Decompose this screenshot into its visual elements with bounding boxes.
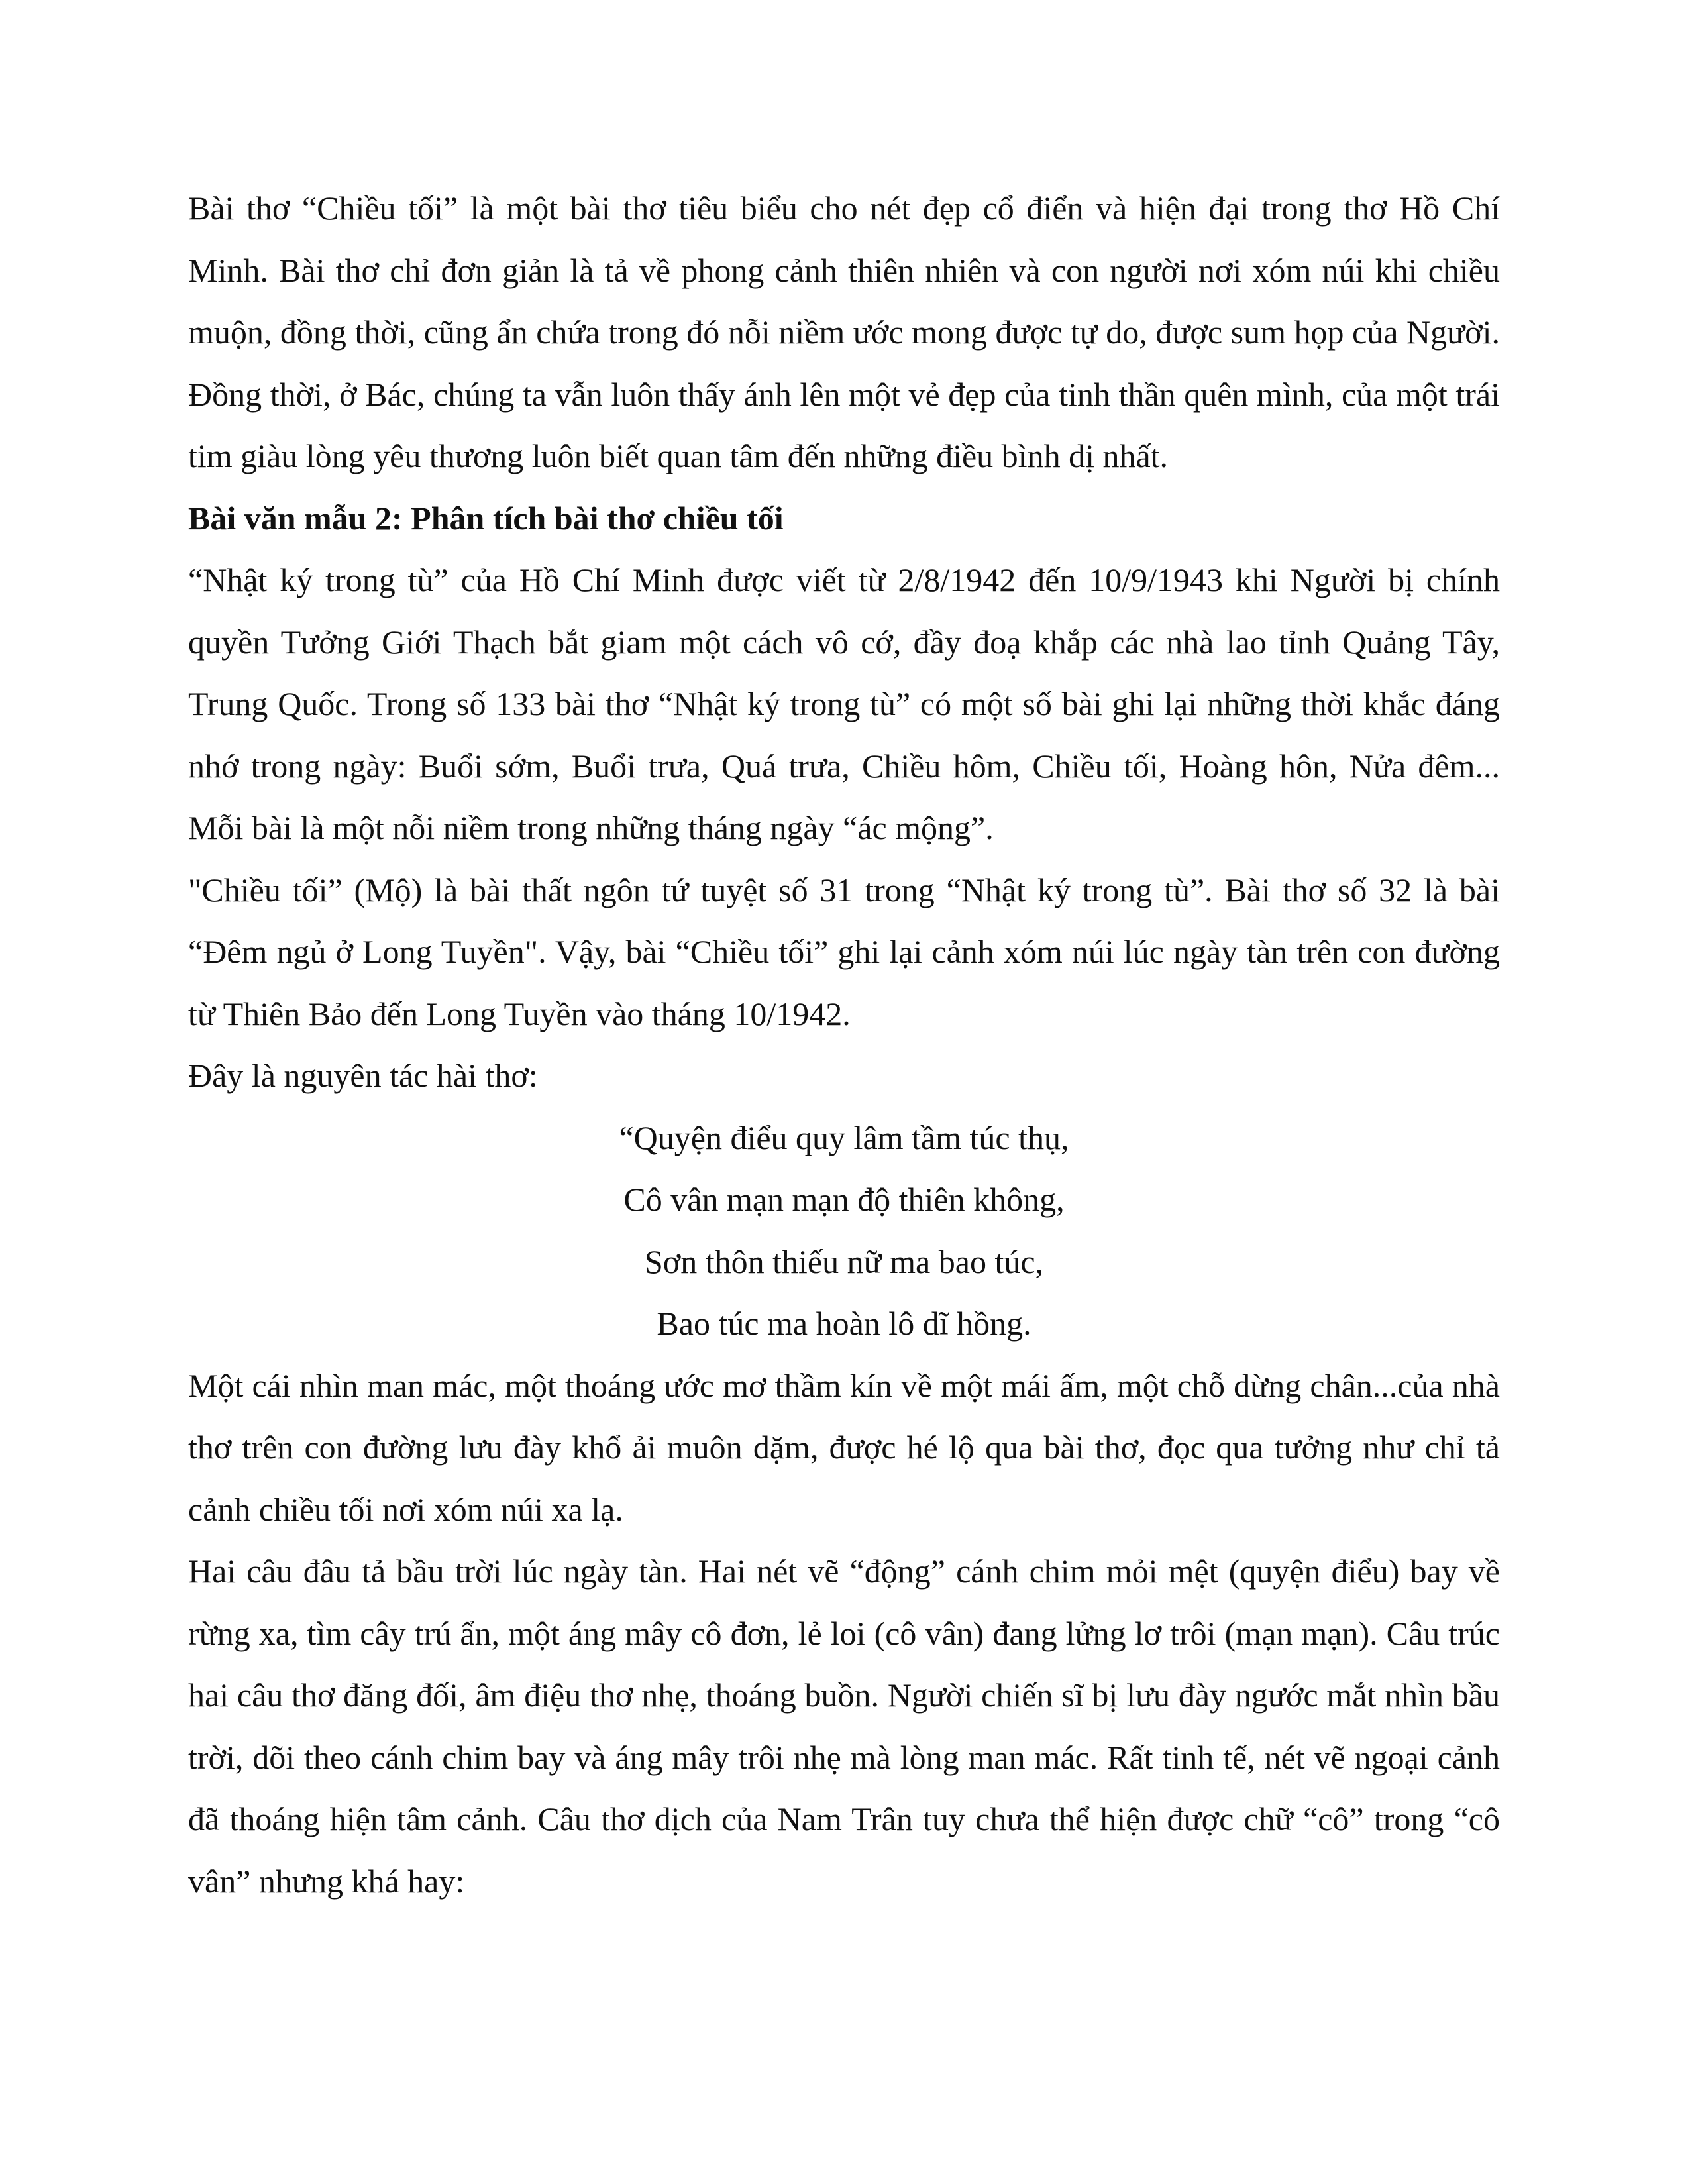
section-heading: Bài văn mẫu 2: Phân tích bài thơ chiều tối	[188, 499, 784, 537]
poem-verse: Sơn thôn thiếu nữ ma bao túc,	[644, 1242, 1044, 1280]
poem-verse: “Quyện điểu quy lâm tầm túc thụ,	[619, 1119, 1069, 1156]
poem-verse: Bao túc ma hoàn lô dĩ hồng.	[657, 1305, 1031, 1342]
paragraph-analysis: Hai câu đâu tả bầu trời lúc ngày tàn. Hai nét vẽ “động” cánh chim mỏi mệt (quyện điểu) bay về rừng xa, tìm cây trú ẩn, một áng mây cô đơn, lẻ loi (cô vân) đang lửng lơ trôi (mạn mạn). Câu trúc hai câu thơ đăng đối, âm điệu thơ nhẹ, thoáng buồn. Người chiến sĩ bị lưu đày ngước mắt nhìn bầu trời, dõi theo cánh chim bay và áng mây trôi nhẹ mà lòng man mác. Rất tinh tế, nét vẽ ngoại cảnh đã thoáng hiện tâm cảnh. Câu thơ dịch của Nam Trân tuy chưa thể hiện được chữ “cô” trong “cô vân” nhưng khá hay:	[188, 1553, 1500, 1900]
paragraph-background: “Nhật ký trong tù” của Hồ Chí Minh được viết từ 2/8/1942 đến 10/9/1943 khi Người bị chính quyền Tưởng Giới Thạch bắt giam một cách vô cớ, đầy đoạ khắp các nhà lao tỉnh Quảng Tây, Trung Quốc. Trong số 133 bài thơ “Nhật ký trong tù” có một số bài ghi lại những thời khắc đáng nhớ trong ngày: Buổi sớm, Buổi trưa, Quá trưa, Chiều hôm, Chiều tối, Hoàng hôn, Nửa đêm... Mỗi bài là một nỗi niềm trong những tháng ngày “ác mộng”.	[188, 561, 1500, 846]
document-body	[188, 178, 1500, 1912]
paragraph-overview: Một cái nhìn man mác, một thoáng ước mơ thầm kín về một mái ấm, một chỗ dừng chân...của nhà thơ trên con đường lưu đày khổ ải muôn dặm, được hé lộ qua bài thơ, đọc qua tưởng như chỉ tả cảnh chiều tối nơi xóm núi xa lạ.	[188, 1366, 1500, 1528]
poem-verse: Cô vân mạn mạn độ thiên không,	[623, 1181, 1065, 1218]
intro-paragraph: Bài thơ “Chiều tối” là một bài thơ tiêu biểu cho nét đẹp cổ điển và hiện đại trong thơ Hồ Chí Minh. Bài thơ chỉ đơn giản là tả về phong cảnh thiên nhiên và con người nơi xóm núi khi chiều muộn, đồng thời, cũng ẩn chứa trong đó nỗi niềm ước mong được tự do, được sum họp của Người. Đồng thời, ở Bác, chúng ta vẫn luôn thấy ánh lên một vẻ đẹp của tinh thần quên mình, của một trái tim giàu lòng yêu thương luôn biết quan tâm đến những điều bình dị nhất.	[188, 190, 1500, 474]
paragraph-poem-intro: Đây là nguyên tác hài thơ:	[188, 1057, 538, 1094]
paragraph-poem-origin: "Chiều tối” (Mộ) là bài thất ngôn tứ tuyệt số 31 trong “Nhật ký trong tù”. Bài thơ số 32 là bài “Đêm ngủ ở Long Tuyền". Vậy, bài “Chiều tối” ghi lại cảnh xóm núi lúc ngày tàn trên con đường từ Thiên Bảo đến Long Tuyền vào tháng 10/1942.	[188, 871, 1500, 1032]
poem-block	[188, 1107, 1500, 1355]
